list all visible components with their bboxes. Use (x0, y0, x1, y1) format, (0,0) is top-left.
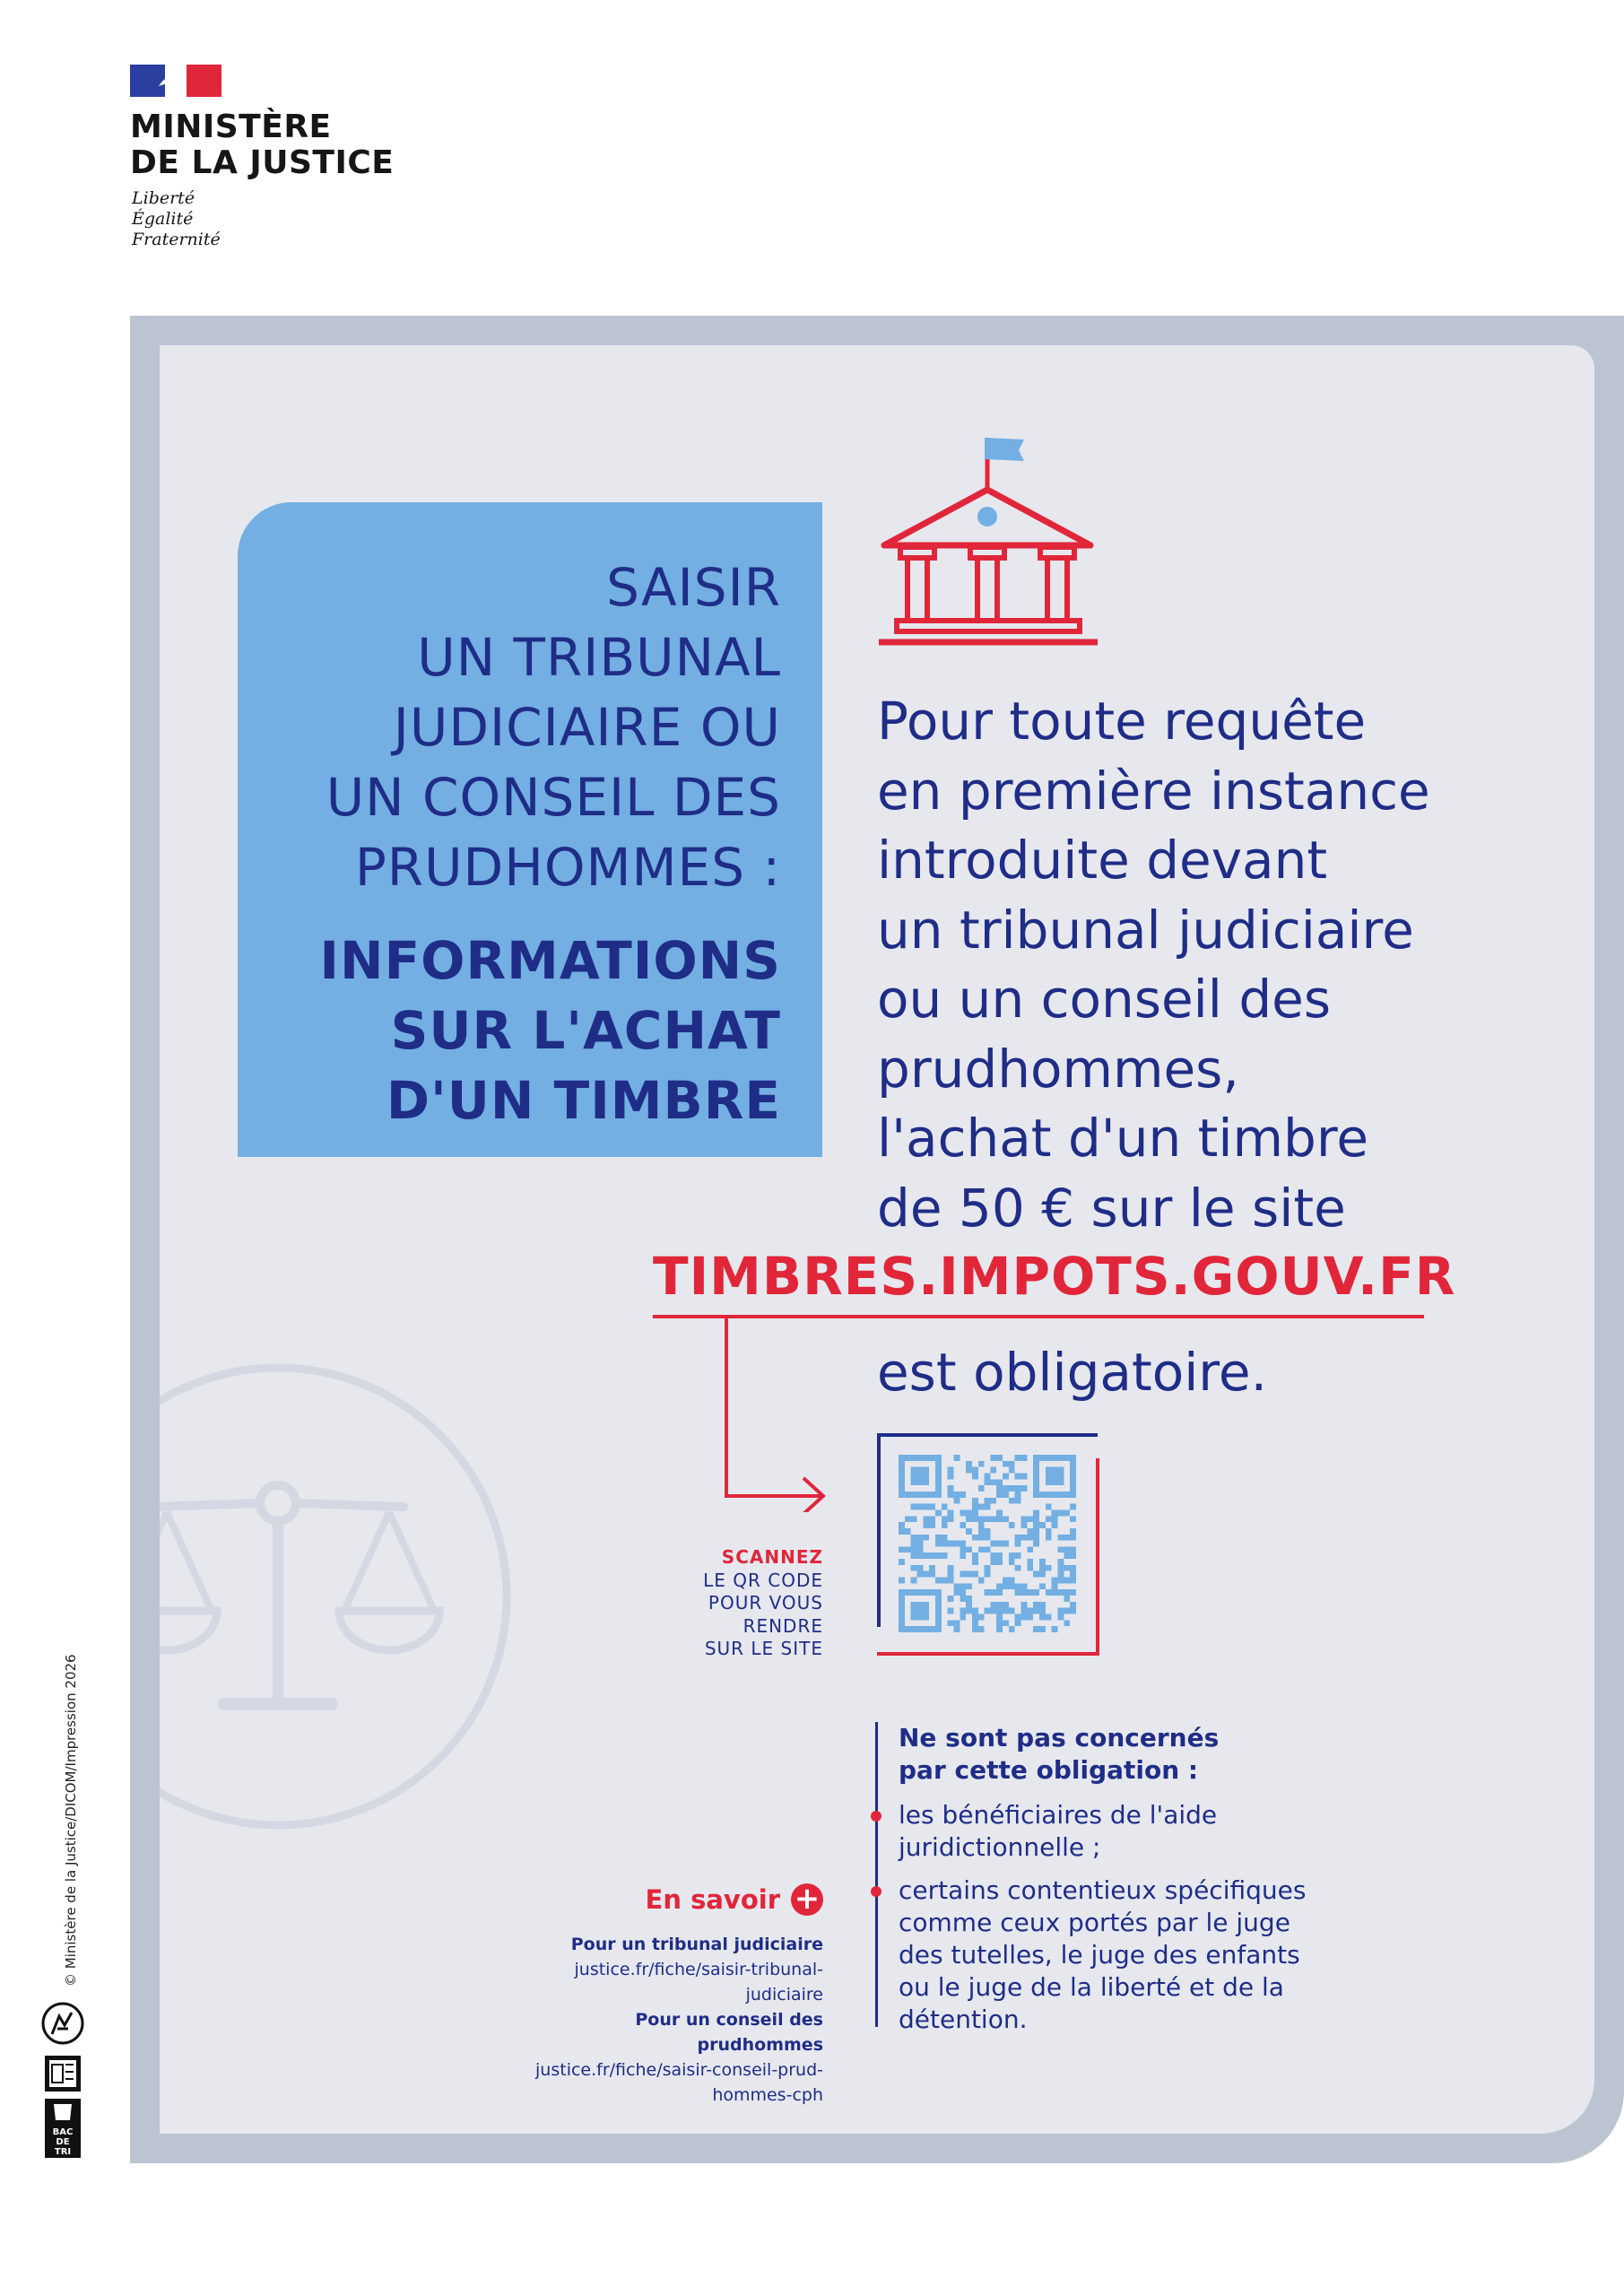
triman-label: DE (56, 2137, 70, 2147)
courthouse-icon (875, 430, 1101, 653)
main-statement-line: un tribunal judiciaire (877, 899, 1414, 961)
scan-caption-line: LE QR CODE (703, 1569, 823, 1591)
main-statement-line: Pour toute requête (877, 691, 1367, 752)
scan-caption (619, 1546, 823, 1661)
link-conseil-prudhommes[interactable]: justice.fr/fiche/saisir-conseil-prud-hommes-cph (535, 2060, 823, 2105)
arrow-icon (708, 1315, 834, 1512)
main-statement-line: de 50 € sur le site (877, 1177, 1346, 1239)
main-statement-line: prudhommes, (877, 1038, 1239, 1100)
obligatory-text: est obligatoire. (877, 1342, 1267, 1403)
main-statement-line: ou un conseil des (877, 969, 1332, 1030)
motto-egalite: Égalité (132, 209, 194, 229)
exemptions-title-line: par cette obligation : (899, 1755, 1199, 1785)
headline-subtitle-line: INFORMATIONS (319, 930, 781, 991)
exemptions-title (899, 1722, 1219, 1787)
exemptions-list (899, 1799, 1365, 2047)
scan-caption-line: SUR LE SITE (704, 1638, 823, 1659)
headline-title-line: UN CONSEIL DES (326, 767, 781, 828)
exemptions-title-line: Ne sont pas concernés (899, 1723, 1220, 1752)
motto-liberte: Liberté (132, 188, 195, 208)
headline-box (238, 502, 822, 1157)
headline-title-line: SAISIR (606, 557, 781, 618)
headline-subtitle-line: D'UN TIMBRE (386, 1070, 781, 1131)
main-statement-line: l'achat d'un timbre (877, 1108, 1369, 1169)
triman-icon (41, 2000, 88, 2161)
qr-code-frame (877, 1433, 1099, 1656)
list-item: certains contentieux spécifiques comme ceux portés par le juge des tutelles, le juge des enfants ou le juge de la liberté et de la détention. (899, 1874, 1338, 2036)
scan-caption-line: RENDRE (743, 1614, 823, 1637)
timbres-site-link[interactable]: TIMBRES.IMPOTS.GOUV.FR (653, 1246, 1456, 1307)
marianne-logo (130, 65, 221, 97)
headline-title-line: JUDICIAIRE OU (393, 697, 781, 758)
republic-motto (132, 188, 221, 250)
ministry-name-line1: MINISTÈRE (130, 109, 332, 145)
list-item: les bénéficiaires de l'aide juridictionnelle ; (899, 1799, 1248, 1864)
triman-label: TRI (54, 2147, 72, 2157)
main-statement-line: introduite devant (877, 830, 1328, 891)
qr-code[interactable] (899, 1455, 1076, 1632)
headline-title-line: PRUDHOMMES : (354, 837, 781, 898)
scan-caption-line: POUR VOUS (708, 1592, 823, 1613)
copyright-credit: © Ministère de la Justice/DICOM/Impression 2026 (63, 1654, 79, 1987)
scan-caption-highlight: SCANNEZ (721, 1546, 823, 1568)
headline-title (243, 552, 781, 902)
motto-fraternite: Fraternité (132, 230, 221, 249)
learn-more-heading: En savoir (645, 1884, 780, 1915)
triman-label: BAC (52, 2127, 74, 2137)
plus-icon: + (791, 1883, 823, 1916)
link-tribunal-judiciaire[interactable]: justice.fr/fiche/saisir-tribunal-judiciaire (574, 1960, 823, 2005)
marianne-icon (155, 70, 195, 91)
headline-subtitle-line: SUR L'ACHAT (390, 1000, 781, 1061)
scales-icon (160, 1345, 619, 1848)
main-statement-line: en première instance (877, 760, 1430, 822)
link-label-prudhommes: Pour un conseil des prudhommes (635, 2010, 823, 2055)
ministry-name-line2: DE LA JUSTICE (130, 144, 395, 181)
headline-title-line: UN TRIBUNAL (417, 627, 781, 688)
learn-more-block (529, 1882, 823, 2108)
link-label-tribunal: Pour un tribunal judiciaire (570, 1935, 823, 1954)
main-statement (877, 687, 1430, 1243)
ministry-name (130, 109, 394, 181)
headline-subtitle (243, 926, 781, 1135)
